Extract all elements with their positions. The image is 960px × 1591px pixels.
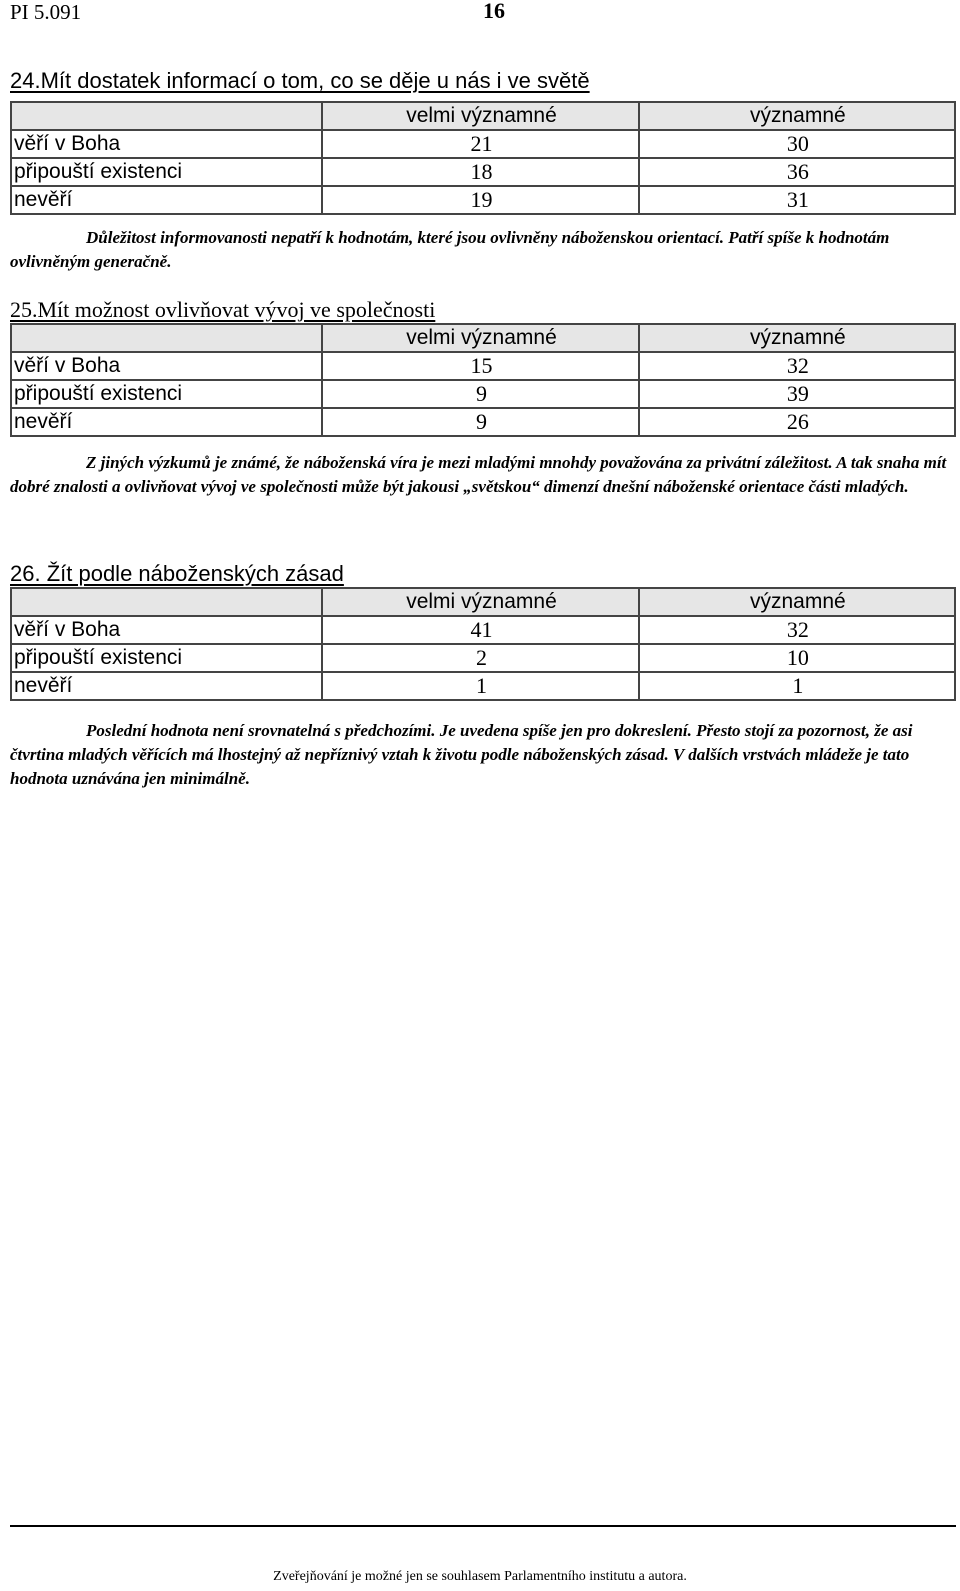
header-vyznamne: významné <box>639 324 955 352</box>
value-vyznamne: 1 <box>639 672 955 700</box>
table-row <box>11 352 955 380</box>
table-row <box>11 380 955 408</box>
header-empty-cell <box>11 588 322 616</box>
section-25-note <box>10 451 956 499</box>
value-vyznamne: 26 <box>639 408 955 436</box>
row-label: připouští existenci <box>11 158 322 186</box>
value-velmi-vyznamne: 41 <box>322 616 638 644</box>
table-row <box>11 644 955 672</box>
note-text: Z jiných výzkumů je známé, že náboženská víra je mezi mladými mnohdy považována za privátní záležitost. A tak snaha mít dobré znalosti a ovlivňovat vývoj ve společnosti může být jakousi „světskou“ dimenzí dnešní náboženské orientace části mladých. <box>10 453 947 496</box>
footer-notice: Zveřejňování je možné jen se souhlasem Parlamentního institutu a autora. <box>273 1569 687 1584</box>
header-velmi-vyznamne: velmi významné <box>322 588 638 616</box>
header-empty-cell <box>11 324 322 352</box>
table-header-row <box>11 588 955 616</box>
section-25-table <box>10 323 956 437</box>
value-vyznamne: 10 <box>639 644 955 672</box>
row-label: věří v Boha <box>11 616 322 644</box>
value-velmi-vyznamne: 2 <box>322 644 638 672</box>
table-header-row <box>11 102 955 130</box>
page-number: 16 <box>483 0 505 23</box>
section-25-number: 25. <box>10 297 38 322</box>
section-24-note <box>10 226 956 274</box>
row-label: nevěří <box>11 186 322 214</box>
table-header-row <box>11 324 955 352</box>
value-vyznamne: 36 <box>639 158 955 186</box>
value-vyznamne: 32 <box>639 616 955 644</box>
section-26-title: 26. Žít podle náboženských zásad <box>10 561 344 586</box>
row-label: nevěří <box>11 408 322 436</box>
value-vyznamne: 30 <box>639 130 955 158</box>
table-row <box>11 158 955 186</box>
header-vyznamne: významné <box>639 588 955 616</box>
section-24-table <box>10 101 956 215</box>
value-velmi-vyznamne: 18 <box>322 158 638 186</box>
value-velmi-vyznamne: 1 <box>322 672 638 700</box>
value-velmi-vyznamne: 21 <box>322 130 638 158</box>
footer-divider <box>10 1525 956 1527</box>
value-vyznamne: 31 <box>639 186 955 214</box>
header-velmi-vyznamne: velmi významné <box>322 102 638 130</box>
value-velmi-vyznamne: 9 <box>322 408 638 436</box>
note-text: Důležitost informovanosti nepatří k hodnotám, které jsou ovlivněny náboženskou orientací. Patří spíše k hodnotám ovlivněným generačně. <box>10 228 890 271</box>
row-label: připouští existenci <box>11 380 322 408</box>
section-26-note <box>10 719 956 791</box>
section-24-title: 24.Mít dostatek informací o tom, co se děje u nás i ve světě <box>10 68 590 93</box>
table-row <box>11 616 955 644</box>
header-velmi-vyznamne: velmi významné <box>322 324 638 352</box>
row-label: nevěří <box>11 672 322 700</box>
header-empty-cell <box>11 102 322 130</box>
header-vyznamne: významné <box>639 102 955 130</box>
section-25-heading: Mít možnost ovlivňovat vývoj ve společnosti <box>37 297 436 322</box>
row-label: věří v Boha <box>11 130 322 158</box>
row-label: věří v Boha <box>11 352 322 380</box>
table-row <box>11 408 955 436</box>
section-25-title <box>10 297 435 323</box>
value-vyznamne: 32 <box>639 352 955 380</box>
section-26-table <box>10 587 956 701</box>
table-row <box>11 672 955 700</box>
table-row <box>11 186 955 214</box>
value-velmi-vyznamne: 15 <box>322 352 638 380</box>
value-velmi-vyznamne: 19 <box>322 186 638 214</box>
table-row <box>11 130 955 158</box>
value-velmi-vyznamne: 9 <box>322 380 638 408</box>
document-id: PI 5.091 <box>10 0 82 24</box>
row-label: připouští existenci <box>11 644 322 672</box>
value-vyznamne: 39 <box>639 380 955 408</box>
note-text: Poslední hodnota není srovnatelná s předchozími. Je uvedena spíše jen pro dokreslení. Přesto stojí za pozornost, že asi čtvrtina mladých věřících má lhostejný až nepříznivý vztah k životu podle náboženských zásad. V dalších vrstvách mládeže je tato hodnota uznávána jen minimálně. <box>10 721 913 788</box>
